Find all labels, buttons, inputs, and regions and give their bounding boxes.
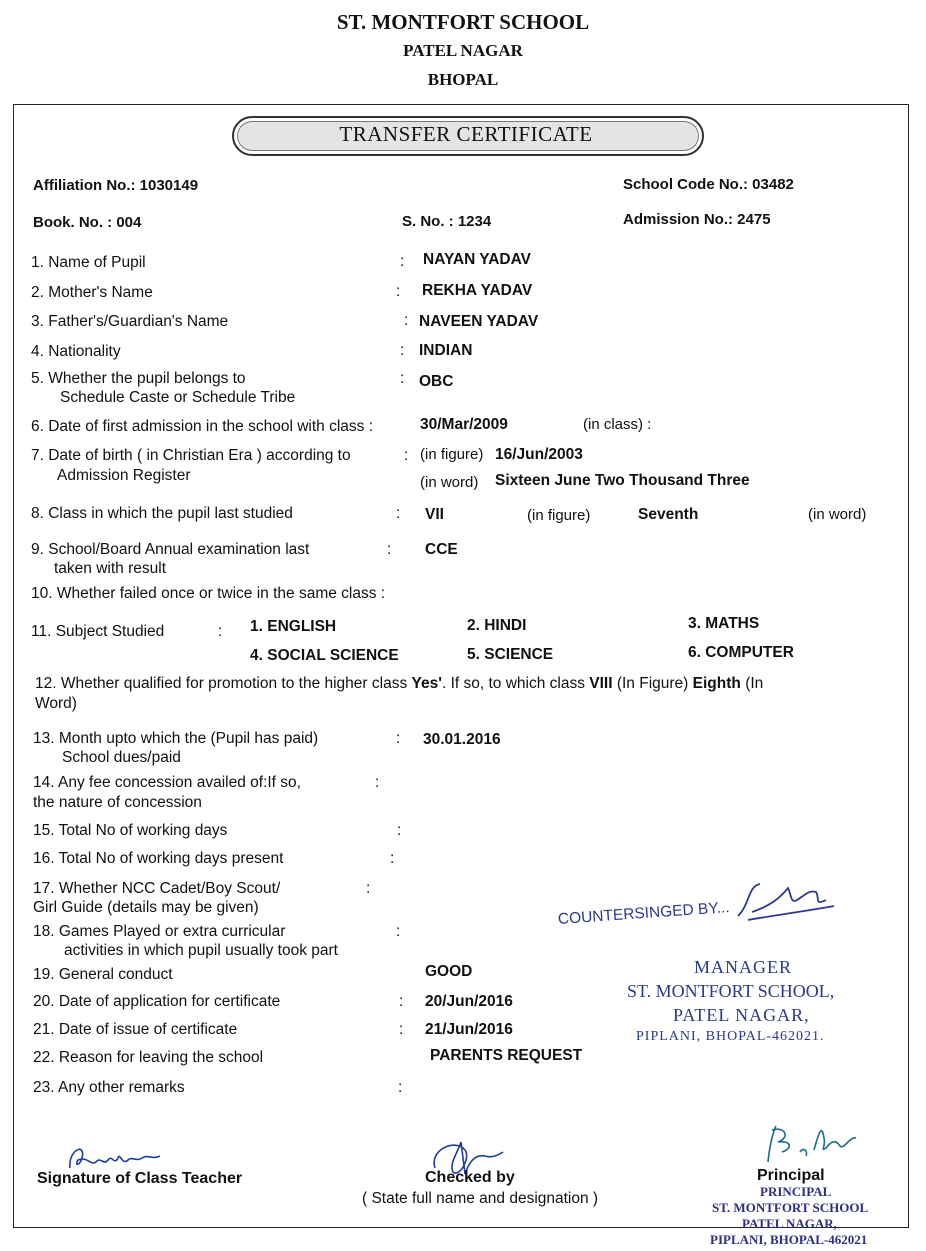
school-city: BHOPAL	[427, 70, 499, 89]
field-12-in-figure: (In Figure)	[616, 675, 689, 692]
field-19-label: 19. General conduct	[33, 966, 173, 983]
field-9-value: CCE	[425, 541, 458, 558]
field-12-in: (In	[745, 675, 764, 692]
field-13-label: 13. Month upto which the (Pupil has paid)	[33, 730, 319, 747]
field-9-label-cont: taken with result	[54, 560, 166, 577]
field-7-figure-label: (in figure)	[420, 446, 484, 463]
countersigned-dots: ...	[716, 899, 731, 917]
admission-number: Admission No.: 2475	[623, 211, 771, 228]
field-12-line	[35, 675, 763, 693]
manager-stamp-title: MANAGER	[694, 957, 793, 977]
class-teacher-signature-label: Signature of Class Teacher	[37, 1170, 243, 1187]
field-5-label: 5. Whether the pupil belongs to	[31, 370, 246, 387]
field-8-figure-label: (in figure)	[527, 507, 591, 524]
subject-item: 3. MATHS	[688, 615, 760, 632]
colon: :	[218, 623, 223, 640]
subject-item: 1. ENGLISH	[250, 618, 337, 635]
countersigned-text: COUNTERSINGED BY	[557, 899, 718, 928]
principal-signature	[760, 1122, 860, 1168]
manager-signature	[730, 876, 840, 926]
field-8-word-label: (in word)	[808, 506, 867, 523]
field-14-label-cont: the nature of concession	[33, 794, 202, 811]
principal-stamp-school: ST. MONTFORT SCHOOL	[712, 1200, 869, 1215]
certificate-title: TRANSFER CERTIFICATE	[339, 122, 593, 146]
subject-item: 6. COMPUTER	[688, 644, 794, 661]
field-12-class: VIII	[589, 675, 613, 692]
field-18-label: 18. Games Played or extra curricular	[33, 923, 286, 940]
colon: :	[375, 774, 380, 791]
principal-stamp-address: PIPLANI, BHOPAL-462021	[710, 1232, 868, 1247]
field-6-in-class: (in class) :	[583, 416, 652, 433]
field-21-value: 21/Jun/2016	[425, 1021, 513, 1038]
field-10-label: 10. Whether failed once or twice in the same class :	[31, 585, 386, 602]
subject-item: 5. SCIENCE	[467, 646, 554, 663]
field-4-value: INDIAN	[419, 342, 473, 359]
field-21-label: 21. Date of issue of certificate	[33, 1021, 238, 1038]
book-number: Book. No. : 004	[33, 214, 142, 231]
colon: :	[397, 822, 402, 839]
subject-item: 4. SOCIAL SCIENCE	[250, 647, 399, 664]
field-4-label: 4. Nationality	[31, 343, 121, 360]
field-2-label: 2. Mother's Name	[31, 284, 153, 301]
affiliation-number: Affiliation No.: 1030149	[33, 177, 199, 194]
colon: :	[399, 1021, 404, 1038]
field-20-value: 20/Jun/2016	[425, 993, 513, 1010]
field-1-value: NAYAN YADAV	[423, 251, 531, 268]
colon: :	[399, 993, 404, 1010]
field-7-label: 7. Date of birth ( in Christian Era ) according to	[31, 447, 351, 464]
subject-item: 2. HINDI	[467, 617, 527, 634]
field-23-label: 23. Any other remarks	[33, 1079, 185, 1096]
manager-stamp-locality: PATEL NAGAR,	[673, 1005, 810, 1025]
field-3-label: 3. Father's/Guardian's Name	[31, 313, 229, 330]
field-7-figure-value: 16/Jun/2003	[495, 446, 583, 463]
field-17-label: 17. Whether NCC Cadet/Boy Scout/	[33, 880, 281, 897]
colon: :	[390, 850, 395, 867]
field-13-label-cont: School dues/paid	[62, 749, 181, 766]
field-7-word-label: (in word)	[420, 474, 479, 491]
principal-label: Principal	[757, 1167, 825, 1184]
field-7-label-cont: Admission Register	[57, 467, 191, 484]
principal-stamp-title: PRINCIPAL	[760, 1184, 832, 1199]
field-6-value: 30/Mar/2009	[420, 416, 508, 433]
manager-stamp-school: ST. MONTFORT SCHOOL,	[627, 981, 835, 1001]
field-12-word: Eighth	[692, 675, 741, 692]
field-5-value: OBC	[419, 373, 454, 390]
field-20-label: 20. Date of application for certificate	[33, 993, 281, 1010]
school-name: ST. MONTFORT SCHOOL	[336, 10, 590, 34]
field-5-label-cont: Schedule Caste or Schedule Tribe	[60, 389, 296, 406]
checked-by-note: ( State full name and designation )	[362, 1190, 599, 1207]
field-14-label: 14. Any fee concession availed of:If so,	[33, 774, 301, 791]
field-1-label: 1. Name of Pupil	[31, 254, 146, 271]
colon: :	[400, 342, 405, 359]
colon: :	[387, 541, 392, 558]
field-8-word-value: Seventh	[638, 506, 699, 523]
colon: :	[396, 923, 401, 940]
field-17-label-cont: Girl Guide (details may be given)	[33, 899, 259, 916]
field-2-value: REKHA YADAV	[422, 282, 533, 299]
field-8-figure-value: VII	[425, 506, 444, 523]
school-code: School Code No.: 03482	[623, 176, 794, 193]
field-11-label: 11. Subject Studied	[31, 623, 165, 640]
field-6-label: 6. Date of first admission in the school with class :	[31, 418, 374, 435]
serial-number: S. No. : 1234	[402, 213, 492, 230]
field-18-label-cont: activities in which pupil usually took part	[64, 942, 338, 959]
colon: :	[404, 312, 409, 329]
field-12-word-label: Word)	[35, 695, 77, 712]
field-15-label: 15. Total No of working days	[33, 822, 228, 839]
field-9-label: 9. School/Board Annual examination last	[31, 541, 310, 558]
field-22-value: PARENTS REQUEST	[430, 1047, 583, 1064]
checked-by-label: Checked by	[425, 1169, 515, 1186]
field-8-label: 8. Class in which the pupil last studied	[31, 505, 293, 522]
school-locality: PATEL NAGAR	[403, 41, 523, 60]
colon: :	[396, 283, 401, 300]
colon: :	[396, 505, 401, 522]
colon: :	[400, 253, 405, 270]
colon: :	[400, 370, 405, 387]
field-3-value: NAVEEN YADAV	[419, 313, 539, 330]
manager-stamp-address: PIPLANI, BHOPAL-462021.	[636, 1029, 825, 1044]
field-19-value: GOOD	[425, 963, 473, 980]
field-22-label: 22. Reason for leaving the school	[33, 1049, 264, 1066]
colon: :	[396, 730, 401, 747]
field-12-text-b: . If so, to which class	[441, 675, 585, 692]
field-13-value: 30.01.2016	[423, 731, 501, 748]
field-12-yes: Yes'	[411, 675, 442, 692]
colon: :	[366, 880, 371, 897]
principal-stamp-locality: PATEL NAGAR,	[742, 1216, 837, 1231]
field-7-word-value: Sixteen June Two Thousand Three	[495, 472, 750, 489]
colon: :	[404, 447, 409, 464]
field-16-label: 16. Total No of working days present	[33, 850, 284, 867]
field-12-text: 12. Whether qualified for promotion to the higher class	[35, 675, 408, 692]
colon: :	[398, 1079, 403, 1096]
